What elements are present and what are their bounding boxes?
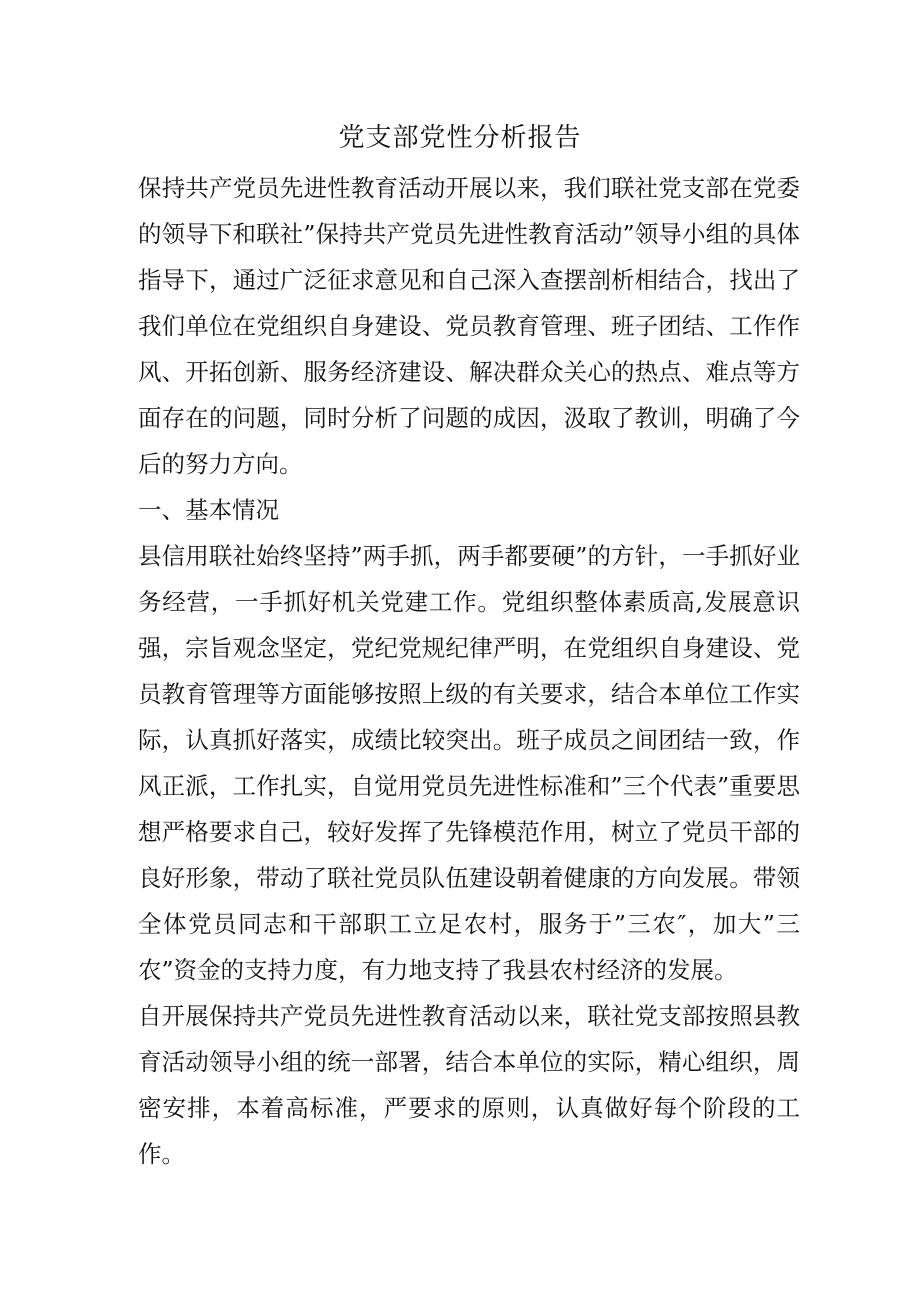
paragraph-education-activity: 自开展保持共产党员先进性教育活动以来，联社党支部按照县教育活动领导小组的统一部署，结合本单位的实际，精心组织，周密安排，本着高标准，严要求的原则，认真做好每个阶段的工作。 [138,1002,800,1168]
document-body [138,165,800,1177]
document-title: 党支部党性分析报告 [338,123,582,153]
paragraph-basic-situation: 县信用联社始终坚持”两手抓，两手都要硬”的方针，一手抓好业务经营，一手抓好机关党建工作。党组织整体素质高,发展意识强，宗旨观念坚定，党纪党规纪律严明，在党组织自身建设、党员教育管理等方面能够按照上级的有关要求，结合本单位工作实际，认真抓好落实，成绩比较突出。班子成员之间团结一致，作风正派，工作扎实，自觉用党员先进性标准和”三个代表”重要思想严格要求自己，较好发挥了先锋模范作用，树立了党员干部的良好形象，带动了联社党员队伍建设朝着健康的方向发展。带领全体党员同志和干部职工立足农村，服务于”三农″，加大”三农”资金的支持力度，有力地支持了我县农村经济的发展。 [138,542,800,984]
paragraph-intro: 保持共产党员先进性教育活动开展以来，我们联社党支部在党委的领导下和联社”保持共产党员先进性教育活动”领导小组的具体指导下，通过广泛征求意见和自己深入查摆剖析相结合，找出了我们单位在党组织自身建设、党员教育管理、班子团结、工作作风、开拓创新、服务经济建设、解决群众关心的热点、难点等方面存在的问题，同时分析了问题的成因，汲取了教训，明确了今后的努力方向。 [138,174,800,478]
section-heading-basic-situation: 一、基本情况 [138,496,279,524]
